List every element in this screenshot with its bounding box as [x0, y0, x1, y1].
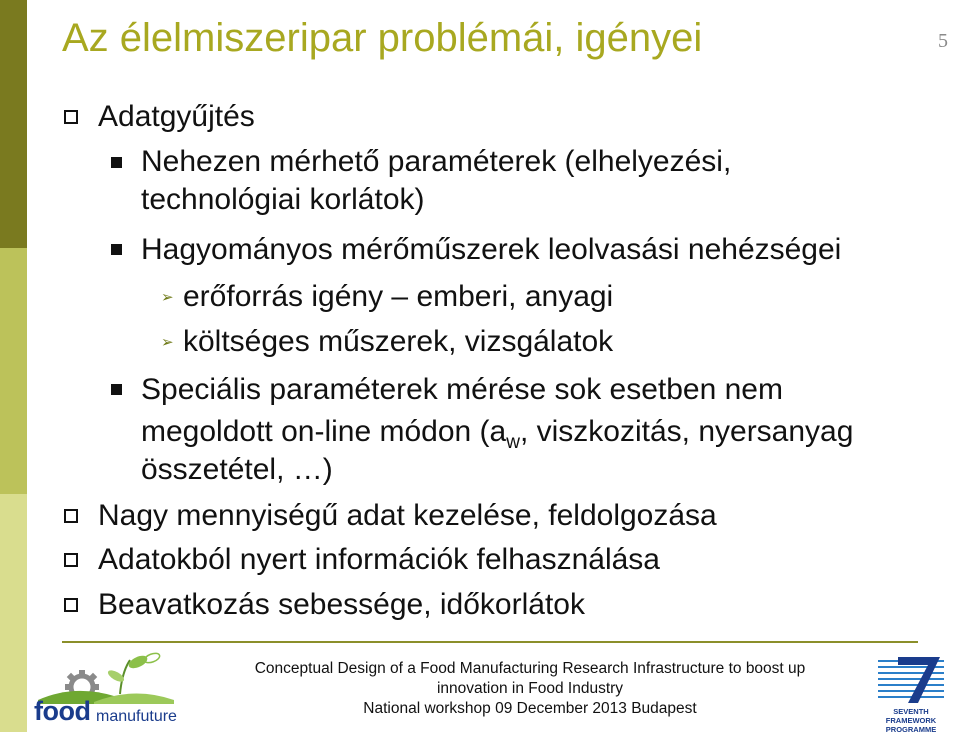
bullet-specialis-line2-text: megoldott on-line módon (a — [141, 415, 507, 448]
logo-word-food: food — [34, 696, 91, 726]
footer-text — [250, 659, 810, 719]
bullet-specialis-line1: Speciális paraméterek mérése sok esetben nem — [141, 373, 783, 406]
arrow-bullet-icon: ➢ — [161, 334, 174, 351]
hollow-square-bullet-icon — [64, 509, 78, 523]
subscript-w: w — [506, 432, 520, 453]
fp7-line2: PROGRAMME — [885, 725, 937, 734]
logo-word-manufuture: manufuture — [96, 708, 177, 725]
bullet-nehezen-line2: technológiai korlátok) — [141, 183, 425, 216]
side-band-light — [0, 494, 27, 732]
arrow-bullet-icon: ➢ — [161, 289, 174, 306]
bullet-specialis-line3: összetétel, …) — [141, 453, 333, 486]
side-band-dark — [0, 0, 27, 248]
fp7-line1: SEVENTH FRAMEWORK — [885, 707, 937, 725]
bullet-nagy-mennyisegu: Nagy mennyiségű adat kezelése, feldolgozása — [98, 499, 717, 532]
footer-line2: innovation in Food Industry — [436, 680, 624, 697]
bullet-specialis-line2-rest: , viszkozitás, nyersanyag — [519, 415, 854, 448]
bullet-eroforras: erőforrás igény – emberi, anyagi — [183, 280, 614, 313]
square-bullet-icon — [111, 157, 122, 168]
bullet-adatgyujtes: Adatgyűjtés — [98, 100, 255, 133]
page-number: 5 — [938, 30, 948, 52]
fp7-caption — [868, 707, 954, 734]
food-manufuture-logo — [34, 650, 194, 728]
footer-line3: National workshop 09 December 2013 Budapest — [363, 700, 697, 717]
bullet-nehezen-line1: Nehezen mérhető paraméterek (elhelyezési, — [141, 145, 732, 178]
square-bullet-icon — [111, 244, 122, 255]
bullet-beavatkozas: Beavatkozás sebessége, időkorlátok — [98, 588, 585, 621]
hollow-square-bullet-icon — [64, 553, 78, 567]
hollow-square-bullet-icon — [64, 110, 78, 124]
hollow-square-bullet-icon — [64, 598, 78, 612]
footer-divider — [62, 641, 918, 643]
bullet-adatokbol: Adatokból nyert információk felhasználása — [98, 543, 660, 576]
slide-title: Az élelmiszeripar problémái, igényei — [62, 16, 703, 60]
seventh-framework-logo — [868, 651, 954, 734]
footer-line1: Conceptual Design of a Food Manufacturing Research Infrastructure to boost up — [254, 660, 806, 677]
bullet-hagyomanyos: Hagyományos mérőműszerek leolvasási nehézségei — [141, 233, 842, 266]
fp7-emblem-icon — [868, 651, 954, 707]
side-band-mid — [0, 248, 27, 494]
square-bullet-icon — [111, 384, 122, 395]
bullet-koltseges: költséges műszerek, vizsgálatok — [183, 325, 614, 358]
